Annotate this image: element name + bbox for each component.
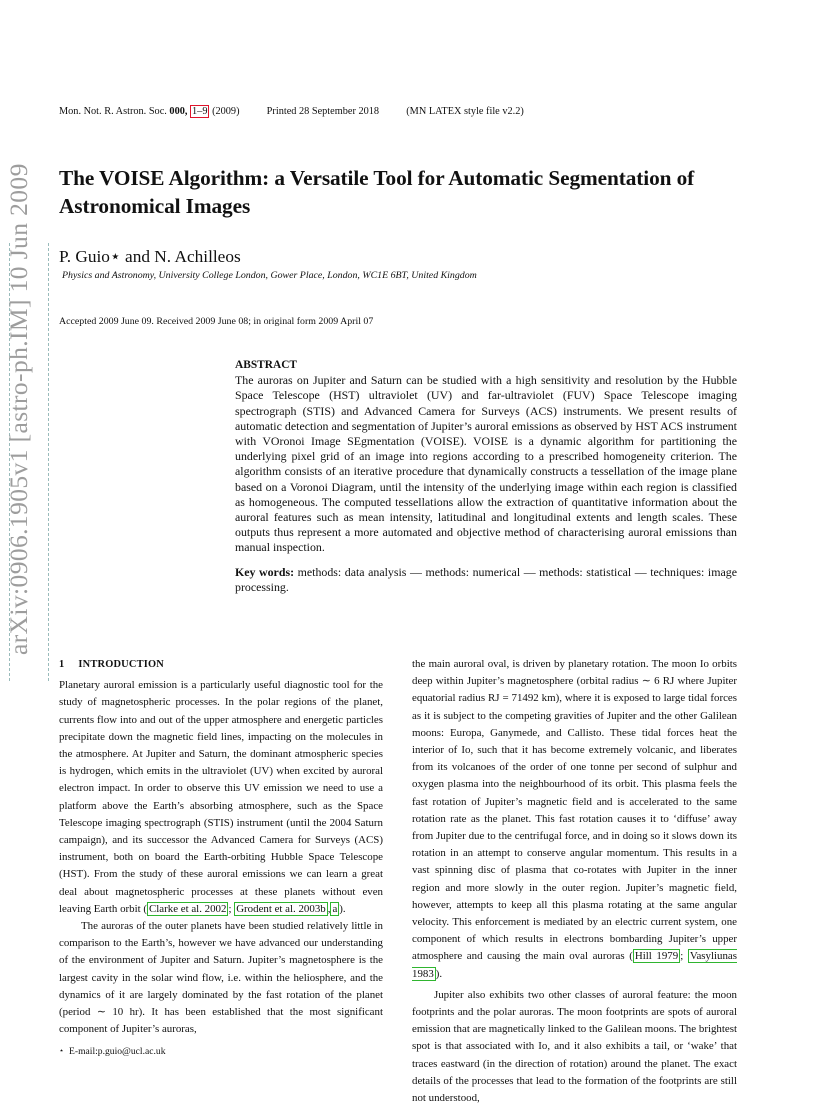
footnote-email[interactable]: E-mail:p.guio@ucl.ac.uk [69, 1046, 166, 1057]
keywords-text: methods: data analysis — methods: numerical — methods: statistical — techniques: image processing. [235, 564, 737, 594]
journal-name: Mon. Not. R. Astron. Soc. [59, 106, 167, 117]
authors: P. Guio⋆ and N. Achilleos [59, 247, 241, 266]
keywords-label: Key words: [235, 564, 295, 579]
citation-link[interactable]: Vasyliunas 1983 [412, 950, 738, 980]
section-number: 1 [59, 659, 65, 670]
footnote [59, 1046, 166, 1057]
affiliation: Physics and Astronomy, University College London, Gower Place, London, WC1E 6BT, United Kingdom [62, 270, 477, 281]
paragraph: Jupiter also exhibits two other classes of auroral feature: the moon footprints and the polar auroras. The moon footprints are spots of auroral emission that are magnetically linked to the Galilean moons. The brightest spot is that associated with Io, and it also exhibits a tail, or ‘wake’ that traces eastward (in the direction of rotation) around the planet. The exact details of the processes that lead to the formation of the footprints are still not understood, [412, 988, 737, 1105]
abstract-heading: ABSTRACT [235, 359, 298, 371]
citation-link[interactable]: Clarke et al. 2002 [149, 902, 227, 915]
paragraph-text: ). [339, 902, 346, 915]
section-heading [59, 656, 383, 673]
paragraph [59, 677, 383, 918]
paper-title: The VOISE Algorithm: a Versatile Tool for Automatic Segmentation of Astronomical Images [59, 166, 695, 218]
paragraph-text: ). [435, 967, 443, 980]
journal-volume: 000, [169, 106, 188, 117]
citation-separator: ; [680, 950, 688, 963]
style-file: (MN LATEX style file v2.2) [406, 106, 524, 117]
arxiv-identifier[interactable]: arXiv:0906.1905v1 [astro-ph.IM] 10 Jun 2009 [4, 163, 33, 655]
paragraph-text: Planetary auroral emission is a particularly useful diagnostic tool for the study of magnetospheric processes. In the polar regions of the planet, currents flow into and out of the upper atmosphere and energetic particles precipitate down the magnetic field lines, impacting on the molecules in the atmosphere. At Jupiter and Saturn, the dominant atmospheric species is hydrogen, which emits in the ultraviolet (UV) when excited by auroral electron impact. In order to observe this UV emission we need to use a platform above the Earth’s absorbing atmosphere, such as the Space Telescope imaging spectrograph (STIS) instrument (until the 2004 Saturn campaign), and its successor the Advanced Camera for Surveys (ACS) instrument, both on board the Earth-orbiting Hubble Space Telescope (HST). From the study of these auroral emissions we can learn a great deal about magnetospheric processes at these planets without even leaving Earth orbit ( [59, 679, 383, 915]
abstract-text: The auroras on Jupiter and Saturn can be studied with a high sensitivity and resolution by the Hubble Space Telescope (HST) ultraviolet (UV) and far-ultraviolet (FUV) Space Telescope imaging spectrograph (STIS) and Advanced Camera for Surveys (ACS) instruments. We present results of automatic detection and segmentation of Jupiter’s auroral emissions as observed by HST ACS instrument with VOronoi Image SEgmentation (VOISE). VOISE is a dynamic algorithm for partitioning the underlying pixel grid of an image into regions according to a prescribed homogeneity criterion. The algorithm consists of an iterative procedure that dynamically constructs a tessellation of the image plane based on a Voronoi Diagram, until the intensity of the underlying image within each region is classified as homogeneous. The computed tessellations allow the extraction of quantitative information about the auroral features such as mean intensity, latitudinal and longitudinal extents and length scales. These outputs thus represent a more automated and objective method of characterising auroral emissions than manual inspection. [235, 373, 737, 555]
right-column [412, 656, 737, 1107]
abstract [235, 358, 737, 595]
citation-link[interactable]: a [332, 902, 338, 915]
journal-year: (2009) [212, 106, 240, 117]
section-title: INTRODUCTION [78, 659, 164, 670]
citation-link[interactable]: Grodent et al. 2003b [236, 902, 326, 915]
page-range-link[interactable]: 1–9 [192, 106, 208, 117]
keywords [235, 565, 737, 595]
footnote-marker: ⋆ [59, 1046, 65, 1055]
citation-link[interactable]: Hill 1979 [634, 950, 679, 963]
paragraph [412, 656, 737, 983]
citation-separator: ; [228, 902, 235, 915]
printed-date: Printed 28 September 2018 [266, 106, 380, 117]
paragraph: The auroras of the outer planets have been studied relatively little in comparison to the Earth’s, however we have advanced our understanding of the environment of Jupiter and Saturn. Jupiter’s magnetosphere is the largest cavity in the solar wind flow, i.e. within the heliosphere, and the dynamics of it are largely dominated by the fast rotation of the planet (period ∼ 10 hr). It has been established that the most significant component of Jupiter’s auroras, [59, 920, 383, 1036]
submission-dates: Accepted 2009 June 09. Received 2009 June 08; in original form 2009 April 07 [59, 316, 374, 327]
running-header [59, 106, 524, 117]
left-column [59, 656, 383, 1038]
paragraph-text: the main auroral oval, is driven by planetary rotation. The moon Io orbits deep within Jupiter’s magnetosphere (orbital radius ∼ 6 RJ where Jupiter equatorial radius RJ = 71492 km), where it is exposed to large tidal forces as it is subject to the competing gravities of Jupiter and the other Galilean moons: Europa, Ganymede, and Callisto. These tidal forces heat the interior of Io, such that it has become extremely volcanic, and liberates from its volcanoes of the order of one tonne per second of sulphur and oxygen plasma into the neighbourhood of its orbit. This plasma feels the fast rotation of Jupiter’s magnetic field and is accelerated to the same rotation rate as the planet. This fast rotation causes it to ‘diffuse’ away from Jupiter due to the centrifugal force, and in doing so it slows down its rotation in an attempt to conserve angular momentum. This results in a vast spinning disc of plasma that co-rotates with Jupiter in the inner region and more slowly in the outer region. Jupiter’s magnetic field, however, attempts to keep all this plasma rotating at the same angular velocity. This enforcement is mediated by an electric current system, one component of which results in electrons bombarding Jupiter’s upper atmosphere and causing the main oval auroras ( [412, 658, 737, 963]
citation-separator: , [327, 902, 331, 915]
